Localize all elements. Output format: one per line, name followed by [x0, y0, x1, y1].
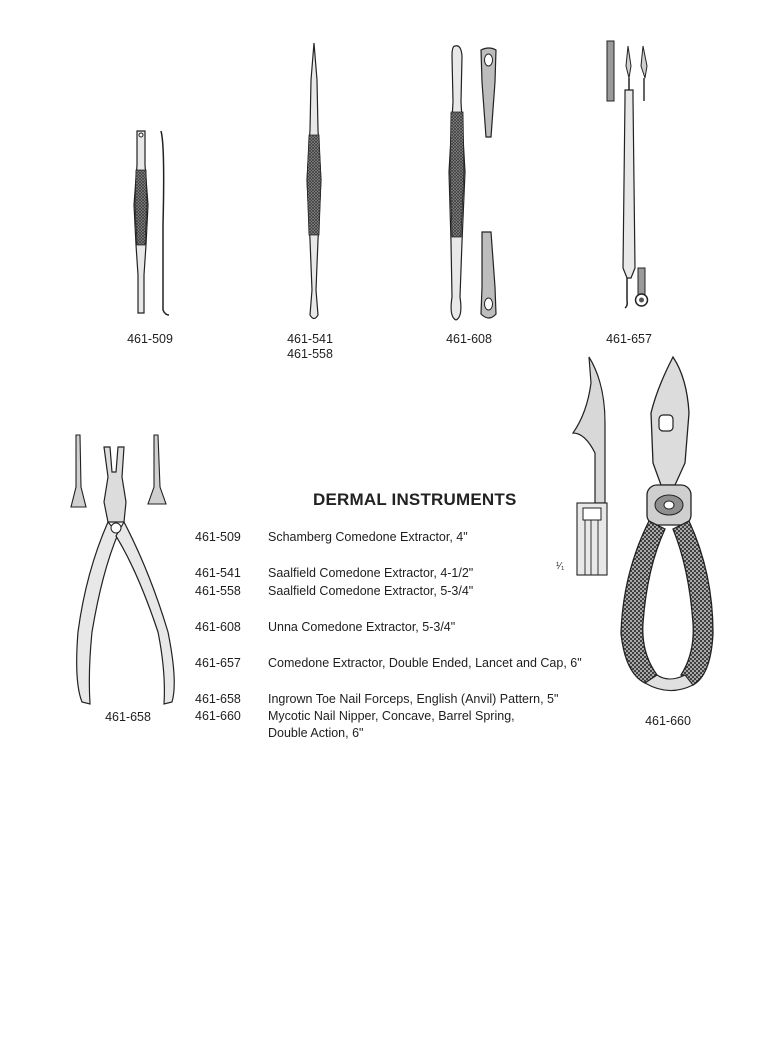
toe-nail-forceps-illustration [68, 432, 186, 712]
nail-nipper-illustration [565, 353, 717, 701]
item-description-continued: Double Action, 6" [268, 726, 364, 740]
item-description: Ingrown Toe Nail Forceps, English (Anvil) Pattern, 5" [268, 692, 559, 706]
figure-caption-461-660: 461-660 [645, 714, 691, 728]
item-description: Unna Comedone Extractor, 5-3/4" [268, 620, 456, 634]
list-item [195, 620, 615, 635]
figure-caption-461-541: 461-541 [287, 332, 333, 346]
item-code: 461-658 [195, 692, 241, 706]
item-description: Mycotic Nail Nipper, Concave, Barrel Spring, [268, 709, 515, 723]
list-item [195, 709, 615, 741]
item-description: Saalfield Comedone Extractor, 4-1/2" [268, 566, 474, 580]
item-description: Schamberg Comedone Extractor, 4" [268, 530, 468, 544]
item-code: 461-660 [195, 709, 241, 723]
figure-caption-461-608: 461-608 [446, 332, 492, 346]
list-item [195, 692, 615, 707]
figure-caption-461-509: 461-509 [127, 332, 173, 346]
saalfield-extractor-illustration [298, 40, 330, 325]
unna-extractor-illustration [443, 42, 508, 327]
figure-caption-461-657: 461-657 [606, 332, 652, 346]
item-description: Saalfield Comedone Extractor, 5-3/4" [268, 584, 474, 598]
figure-caption-461-558: 461-558 [287, 347, 333, 361]
item-code: 461-608 [195, 620, 241, 634]
figure-caption-461-658: 461-658 [105, 710, 151, 724]
list-item [195, 656, 615, 671]
list-item [195, 530, 615, 545]
list-item [195, 566, 615, 581]
item-code: 461-558 [195, 584, 241, 598]
item-code: 461-509 [195, 530, 241, 544]
list-item [195, 584, 615, 599]
double-ended-extractor-illustration [602, 38, 662, 328]
item-code: 461-657 [195, 656, 241, 670]
scale-fraction-label: ¹⁄₁ [556, 561, 565, 572]
schamberg-extractor-illustration [125, 125, 175, 325]
item-code: 461-541 [195, 566, 241, 580]
item-description: Comedone Extractor, Double Ended, Lancet and Cap, 6" [268, 656, 582, 670]
page-title: DERMAL INSTRUMENTS [313, 490, 517, 509]
